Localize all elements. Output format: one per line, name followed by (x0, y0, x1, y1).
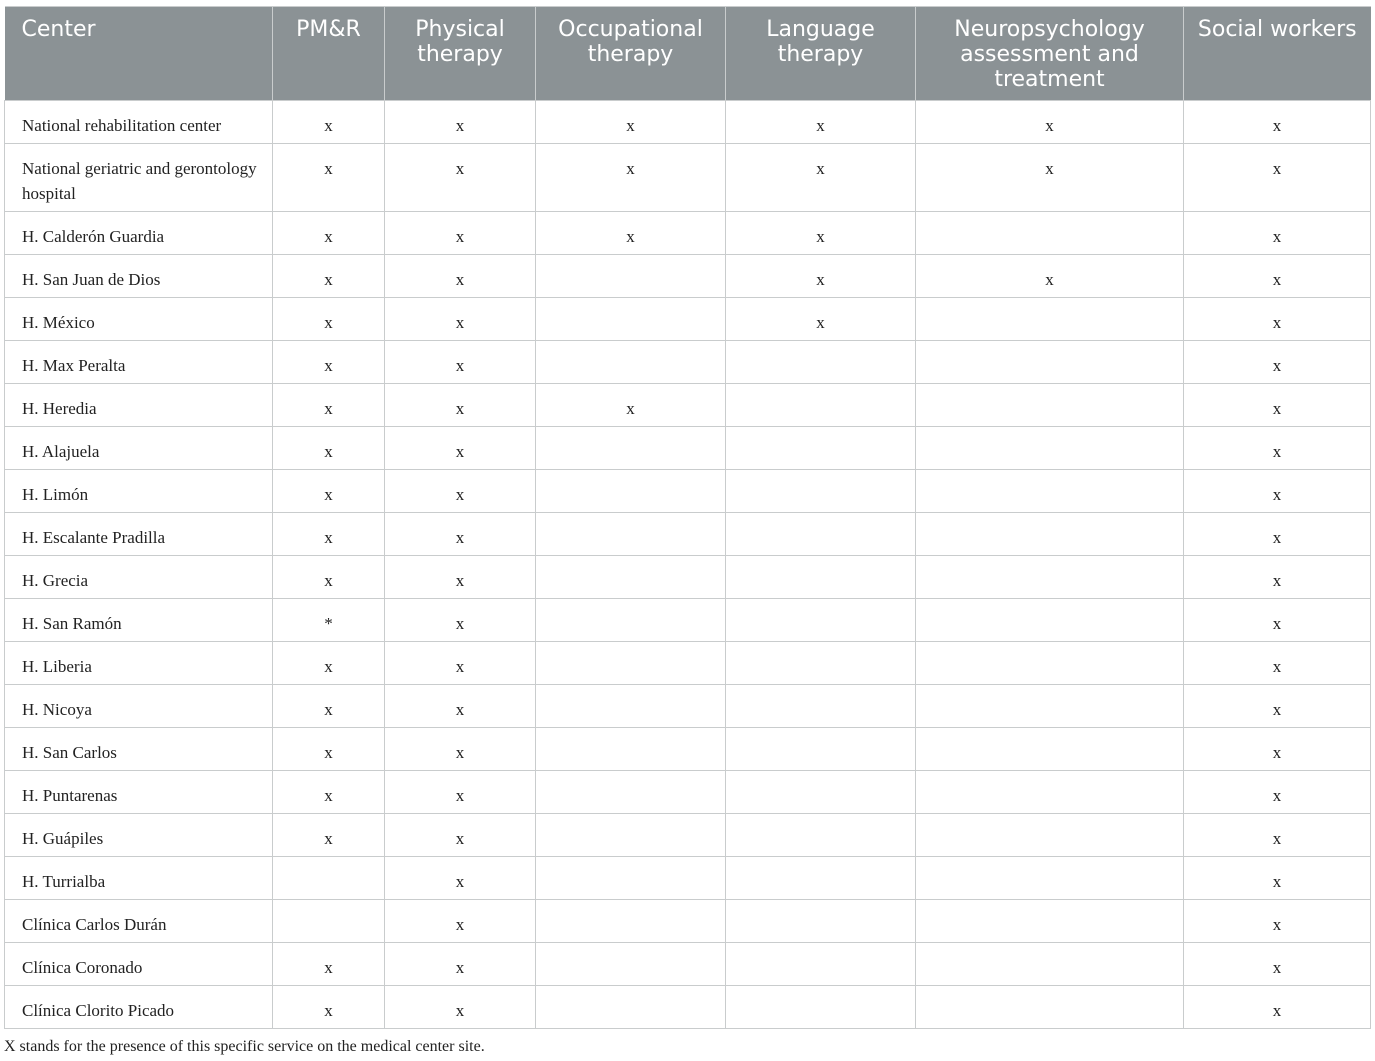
cell-social-workers: x (1184, 814, 1371, 857)
cell-social-workers: x (1184, 470, 1371, 513)
cell-pmr: x (273, 556, 385, 599)
table-row (5, 771, 1371, 814)
table-row (5, 144, 1371, 212)
cell-physical-therapy: x (385, 986, 536, 1029)
cell-neuropsychology: x (916, 101, 1184, 144)
cell-pmr: x (273, 341, 385, 384)
cell-pmr (273, 857, 385, 900)
cell-occupational-therapy (536, 513, 726, 556)
cell-language-therapy (726, 857, 916, 900)
cell-physical-therapy: x (385, 427, 536, 470)
center-name-cell: H. Puntarenas (5, 771, 273, 814)
table-row (5, 384, 1371, 427)
cell-language-therapy (726, 642, 916, 685)
table-row (5, 943, 1371, 986)
cell-physical-therapy: x (385, 943, 536, 986)
cell-pmr: x (273, 642, 385, 685)
cell-neuropsychology (916, 470, 1184, 513)
cell-physical-therapy: x (385, 857, 536, 900)
center-name-cell: National rehabilitation center (5, 101, 273, 144)
table-header (5, 7, 1371, 101)
cell-language-therapy (726, 513, 916, 556)
cell-physical-therapy: x (385, 513, 536, 556)
table-row (5, 212, 1371, 255)
table-row (5, 513, 1371, 556)
cell-language-therapy (726, 771, 916, 814)
center-name-cell: H. Turrialba (5, 857, 273, 900)
cell-social-workers: x (1184, 771, 1371, 814)
center-name-cell: H. Limón (5, 470, 273, 513)
cell-social-workers: x (1184, 943, 1371, 986)
column-header-center: Center (5, 7, 273, 101)
cell-social-workers: x (1184, 255, 1371, 298)
cell-occupational-therapy (536, 599, 726, 642)
cell-social-workers: x (1184, 144, 1371, 212)
cell-occupational-therapy (536, 255, 726, 298)
center-name-cell: H. Calderón Guardia (5, 212, 273, 255)
cell-physical-therapy: x (385, 599, 536, 642)
cell-occupational-therapy (536, 427, 726, 470)
cell-occupational-therapy (536, 771, 726, 814)
table-row (5, 427, 1371, 470)
cell-language-therapy (726, 599, 916, 642)
center-name-cell: H. San Carlos (5, 728, 273, 771)
cell-language-therapy: x (726, 212, 916, 255)
cell-occupational-therapy (536, 728, 726, 771)
cell-physical-therapy: x (385, 384, 536, 427)
cell-neuropsychology (916, 900, 1184, 943)
center-name-cell: H. México (5, 298, 273, 341)
cell-physical-therapy: x (385, 144, 536, 212)
table-row (5, 470, 1371, 513)
cell-occupational-therapy (536, 556, 726, 599)
cell-pmr: x (273, 814, 385, 857)
cell-occupational-therapy (536, 986, 726, 1029)
cell-physical-therapy: x (385, 814, 536, 857)
cell-social-workers: x (1184, 427, 1371, 470)
center-name-cell: H. Liberia (5, 642, 273, 685)
cell-pmr: * (273, 599, 385, 642)
cell-pmr: x (273, 384, 385, 427)
cell-pmr: x (273, 986, 385, 1029)
cell-occupational-therapy: x (536, 384, 726, 427)
table-row (5, 298, 1371, 341)
cell-neuropsychology (916, 427, 1184, 470)
cell-social-workers: x (1184, 728, 1371, 771)
table-row (5, 599, 1371, 642)
cell-language-therapy (726, 728, 916, 771)
column-header-occupational-therapy: Occupational therapy (536, 7, 726, 101)
cell-social-workers: x (1184, 212, 1371, 255)
cell-occupational-therapy (536, 857, 726, 900)
table-row (5, 101, 1371, 144)
cell-pmr: x (273, 685, 385, 728)
column-header-social-workers: Social workers (1184, 7, 1371, 101)
table-row (5, 728, 1371, 771)
cell-physical-therapy: x (385, 341, 536, 384)
center-name-cell: Clínica Clorito Picado (5, 986, 273, 1029)
cell-pmr: x (273, 101, 385, 144)
cell-pmr: x (273, 298, 385, 341)
cell-social-workers: x (1184, 101, 1371, 144)
center-name-cell: H. Heredia (5, 384, 273, 427)
cell-physical-therapy: x (385, 255, 536, 298)
cell-occupational-therapy: x (536, 101, 726, 144)
cell-occupational-therapy (536, 943, 726, 986)
cell-social-workers: x (1184, 857, 1371, 900)
services-table (4, 6, 1371, 1029)
table-row (5, 341, 1371, 384)
cell-neuropsychology (916, 728, 1184, 771)
table-row (5, 814, 1371, 857)
table-row (5, 685, 1371, 728)
center-name-cell: H. San Ramón (5, 599, 273, 642)
cell-physical-therapy: x (385, 685, 536, 728)
cell-pmr: x (273, 728, 385, 771)
cell-occupational-therapy (536, 814, 726, 857)
table-row (5, 255, 1371, 298)
cell-social-workers: x (1184, 513, 1371, 556)
cell-physical-therapy: x (385, 470, 536, 513)
header-row (5, 7, 1371, 101)
cell-language-therapy: x (726, 144, 916, 212)
cell-language-therapy (726, 341, 916, 384)
column-header-neuropsychology: Neuropsychology assessment and treatment (916, 7, 1184, 101)
cell-neuropsychology (916, 685, 1184, 728)
cell-pmr: x (273, 470, 385, 513)
table-row (5, 556, 1371, 599)
cell-occupational-therapy (536, 900, 726, 943)
cell-physical-therapy: x (385, 101, 536, 144)
center-name-cell: H. Escalante Pradilla (5, 513, 273, 556)
column-header-pmr: PM&R (273, 7, 385, 101)
cell-language-therapy (726, 685, 916, 728)
cell-neuropsychology: x (916, 255, 1184, 298)
cell-physical-therapy: x (385, 900, 536, 943)
cell-occupational-therapy (536, 341, 726, 384)
cell-pmr (273, 900, 385, 943)
cell-neuropsychology (916, 513, 1184, 556)
cell-pmr: x (273, 212, 385, 255)
cell-language-therapy: x (726, 255, 916, 298)
center-name-cell: H. Guápiles (5, 814, 273, 857)
center-name-cell: H. Max Peralta (5, 341, 273, 384)
cell-neuropsychology (916, 384, 1184, 427)
cell-neuropsychology (916, 341, 1184, 384)
cell-language-therapy (726, 384, 916, 427)
cell-occupational-therapy (536, 470, 726, 513)
cell-pmr: x (273, 427, 385, 470)
cell-neuropsychology (916, 642, 1184, 685)
cell-physical-therapy: x (385, 728, 536, 771)
cell-social-workers: x (1184, 384, 1371, 427)
center-name-cell: H. Grecia (5, 556, 273, 599)
center-name-cell: Clínica Carlos Durán (5, 900, 273, 943)
cell-physical-therapy: x (385, 298, 536, 341)
cell-language-therapy (726, 427, 916, 470)
cell-language-therapy (726, 470, 916, 513)
cell-pmr: x (273, 943, 385, 986)
cell-language-therapy (726, 943, 916, 986)
center-name-cell: H. San Juan de Dios (5, 255, 273, 298)
cell-neuropsychology (916, 943, 1184, 986)
table-row (5, 857, 1371, 900)
cell-neuropsychology (916, 986, 1184, 1029)
table-body (5, 101, 1371, 1029)
table-row (5, 642, 1371, 685)
cell-occupational-therapy: x (536, 212, 726, 255)
center-name-cell: H. Alajuela (5, 427, 273, 470)
cell-social-workers: x (1184, 298, 1371, 341)
cell-language-therapy (726, 814, 916, 857)
center-name-cell: National geriatric and gerontology hospital (5, 144, 273, 212)
center-name-cell: H. Nicoya (5, 685, 273, 728)
cell-pmr: x (273, 771, 385, 814)
cell-physical-therapy: x (385, 642, 536, 685)
cell-pmr: x (273, 144, 385, 212)
cell-social-workers: x (1184, 900, 1371, 943)
cell-language-therapy (726, 986, 916, 1029)
cell-occupational-therapy (536, 642, 726, 685)
table-footnote: X stands for the presence of this specific service on the medical center site. (4, 1038, 485, 1055)
cell-neuropsychology (916, 556, 1184, 599)
cell-neuropsychology (916, 857, 1184, 900)
cell-social-workers: x (1184, 599, 1371, 642)
cell-language-therapy (726, 556, 916, 599)
cell-neuropsychology (916, 298, 1184, 341)
table-row (5, 986, 1371, 1029)
cell-social-workers: x (1184, 556, 1371, 599)
table-row (5, 900, 1371, 943)
cell-occupational-therapy: x (536, 144, 726, 212)
cell-occupational-therapy (536, 685, 726, 728)
cell-physical-therapy: x (385, 771, 536, 814)
cell-social-workers: x (1184, 986, 1371, 1029)
cell-language-therapy: x (726, 298, 916, 341)
cell-neuropsychology (916, 814, 1184, 857)
cell-physical-therapy: x (385, 212, 536, 255)
cell-neuropsychology (916, 212, 1184, 255)
cell-social-workers: x (1184, 341, 1371, 384)
cell-language-therapy (726, 900, 916, 943)
cell-physical-therapy: x (385, 556, 536, 599)
cell-social-workers: x (1184, 642, 1371, 685)
cell-pmr: x (273, 255, 385, 298)
cell-pmr: x (273, 513, 385, 556)
center-name-cell: Clínica Coronado (5, 943, 273, 986)
column-header-physical-therapy: Physical therapy (385, 7, 536, 101)
column-header-language-therapy: Language therapy (726, 7, 916, 101)
cell-occupational-therapy (536, 298, 726, 341)
cell-social-workers: x (1184, 685, 1371, 728)
cell-neuropsychology: x (916, 144, 1184, 212)
cell-language-therapy: x (726, 101, 916, 144)
cell-neuropsychology (916, 599, 1184, 642)
cell-neuropsychology (916, 771, 1184, 814)
